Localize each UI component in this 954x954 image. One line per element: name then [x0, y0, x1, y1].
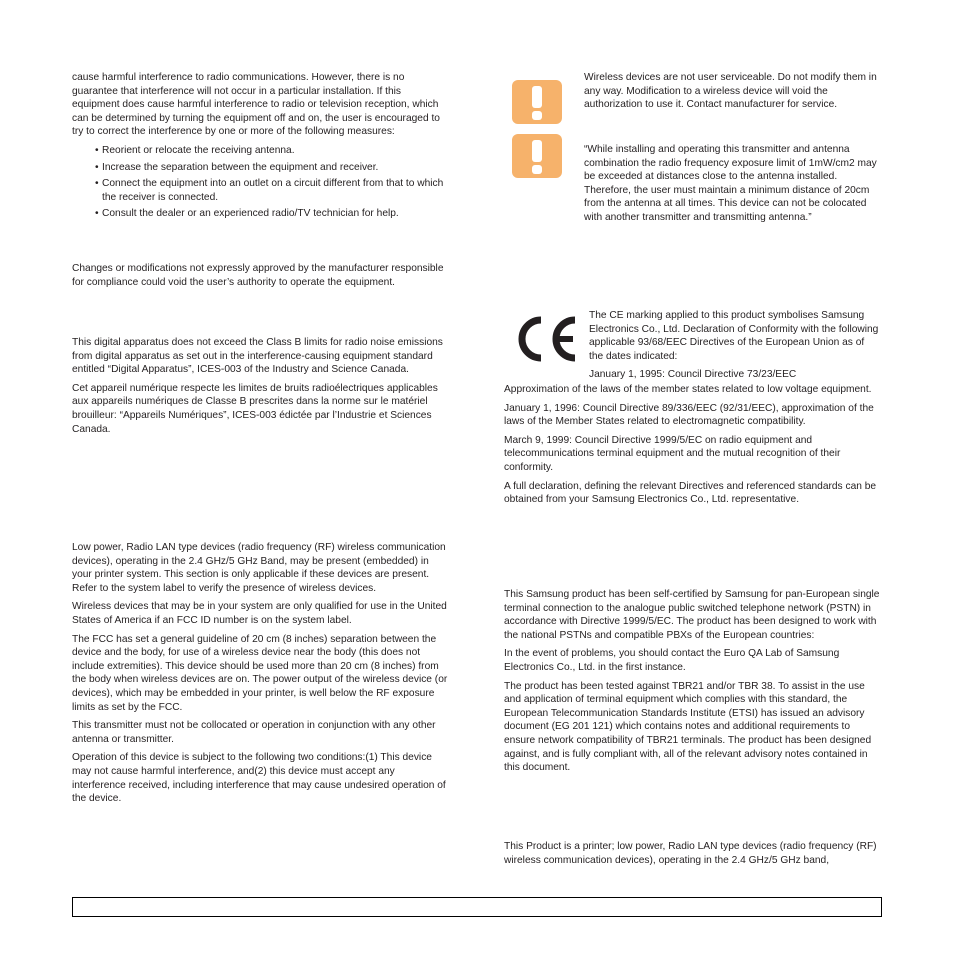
list-item: • Consult the dealer or an experienced radio/TV technician for help.	[96, 207, 448, 221]
ce-intro-paragraph: The CE marking applied to this product symbolises Samsung Electronics Co., Ltd. Declaration of Conformity with the following applicable 93/68/EEC Directives of the European Union as of the dates indicated:	[589, 310, 879, 362]
wireless-intro-paragraph: Low power, Radio LAN type devices (radio frequency (RF) wireless communication devices), operating in the 2.4 GHz/5 GHz Band, may be present (embedded) in your printer system. This section is only applicable if these devices are present. Refer to the system label to verify the presence of wireless devices.	[72, 542, 446, 594]
ce-mark-icon	[507, 314, 579, 364]
footer-bar	[72, 897, 882, 917]
operation-conditions-paragraph: Operation of this device is subject to the following two conditions:(1) This device may not cause harmful interference, and(2) this device must accept any interference received, including interference that may cause undesired operation of the device.	[72, 752, 446, 805]
ce-directive-1996: January 1, 1996: Council Directive 89/336/EEC (92/31/EEC), approximation of the laws of the Member States related to electromagnetic compatibility.	[504, 402, 874, 428]
modifications-section	[72, 262, 448, 294]
pstn-paragraph: This Samsung product has been self-certified by Samsung for pan-European single terminal connection to the analogue public switched telephone network (PSTN) in accordance with Directive 1999/5/EC. The product has been designed to work with the national PSTNs and compatible PBXs of the European countries:	[504, 589, 880, 641]
caution-note-serviceable: Wireless devices are not user serviceable. Do not modify them in any way. Modification to a wireless device will void the authorization to use it. Contact manufacturer for service.	[584, 72, 877, 111]
fcc-id-paragraph: Wireless devices that may be in your system are only qualified for use in the United States of America if an FCC ID number is on the system label.	[72, 601, 447, 626]
ce-directive-1999: March 9, 1999: Council Directive 1999/5/EC on radio equipment and telecommunications terminal equipment and the mutual recognition of their conformity.	[504, 434, 841, 473]
caution-note-exposure: “While installing and operating this transmitter and antenna combination the radio frequency exposure limit of 1mW/cm2 may be exceeded at distances close to the antenna installed. Therefore, the user must maintain a minimum distance of 20cm from the antenna at all times. This device can not be colocated with another transmitter and transmitting antenna.”	[584, 144, 877, 223]
list-item: • Connect the equipment into an outlet on a circuit different from that to which the receiver is connected.	[96, 177, 448, 204]
ce-full-declaration: A full declaration, defining the relevant Directives and referenced standards can be obtained from your Samsung Electronics Co., Ltd. representative.	[504, 480, 877, 506]
canada-french-paragraph: Cet appareil numérique respecte les limites de bruits radioélectriques applicables aux appareils numériques de Classe B prescrites dans la norme sur le matériel brouilleur: “Appareils Numériques”, ICES-003 édictée par l’Industrie et Sciences Canada.	[72, 382, 438, 435]
interference-paragraph: cause harmful interference to radio communications. However, there is no guarantee that interference will not occur in a particular installation. If this equipment does cause harmful interference to radio or television reception, which can be determined by turning the equipment off and on, the user is encouraged to try to correct the interference by one or more of the following measures:	[72, 72, 440, 138]
euro-qa-paragraph: In the event of problems, you should contact the Euro QA Lab of Samsung Electronics Co., Ltd. in the first instance.	[504, 648, 840, 673]
ce-directives	[504, 383, 882, 512]
ce-directive-1995-text: Approximation of the laws of the member states related to low voltage equipment.	[504, 384, 872, 395]
collocation-paragraph: This transmitter must not be collocated or operation in conjunction with any other antenna or transmitter.	[72, 720, 436, 745]
tbr21-paragraph: The product has been tested against TBR21 and/or TBR 38. To assist in the use and application of terminal equipment which complies with this standard, the European Telecommunication Standards Institute (ETSI) has issued an advisory document (EG 201 121) which contains notes and additional requirements to ensure network compatibility of TBR21 terminals. The product has been designed against, and is fully compliant with, all of the relevant advisory notes contained in this document.	[504, 680, 872, 774]
canada-section	[72, 336, 448, 441]
left-column	[72, 71, 448, 224]
interference-measures-list	[72, 144, 448, 221]
list-item: • Reorient or relocate the receiving antenna.	[96, 144, 448, 158]
canada-english-paragraph: This digital apparatus does not exceed the Class B limits for radio noise emissions from digital apparatus as set out in the interference-causing equipment standard entitled “Digital Apparatus”, ICES-003 of the Industry and Science Canada.	[72, 337, 443, 376]
radio-lan-section	[504, 840, 882, 872]
caution-icon	[512, 80, 562, 124]
modifications-paragraph: Changes or modifications not expressly approved by the manufacturer responsible for compliance could void the user’s authority to operate the equipment.	[72, 263, 444, 288]
ce-directive-1995-date: January 1, 1995: Council Directive 73/23/EEC	[589, 369, 797, 381]
radio-lan-paragraph: This Product is a printer; low power, Radio LAN type devices (radio frequency (RF) wireless communication devices), operating in the 2.4 GHz/5 GHz band,	[504, 841, 877, 866]
list-item: • Increase the separation between the equipment and receiver.	[96, 161, 448, 175]
caution-icon	[512, 134, 562, 178]
telecom-section	[504, 588, 882, 780]
fcc-guideline-paragraph: The FCC has set a general guideline of 20 cm (8 inches) separation between the device and the body, for use of a wireless device near the body (this does not include extremities). This device should be used more than 20 cm (8 inches) from the body when wireless devices are on. The power output of the wireless device (or devices), which may be embedded in your printer, is well below the RF exposure limits as set by the FCC.	[72, 633, 448, 713]
ce-intro	[589, 309, 881, 382]
wireless-section	[72, 541, 448, 811]
